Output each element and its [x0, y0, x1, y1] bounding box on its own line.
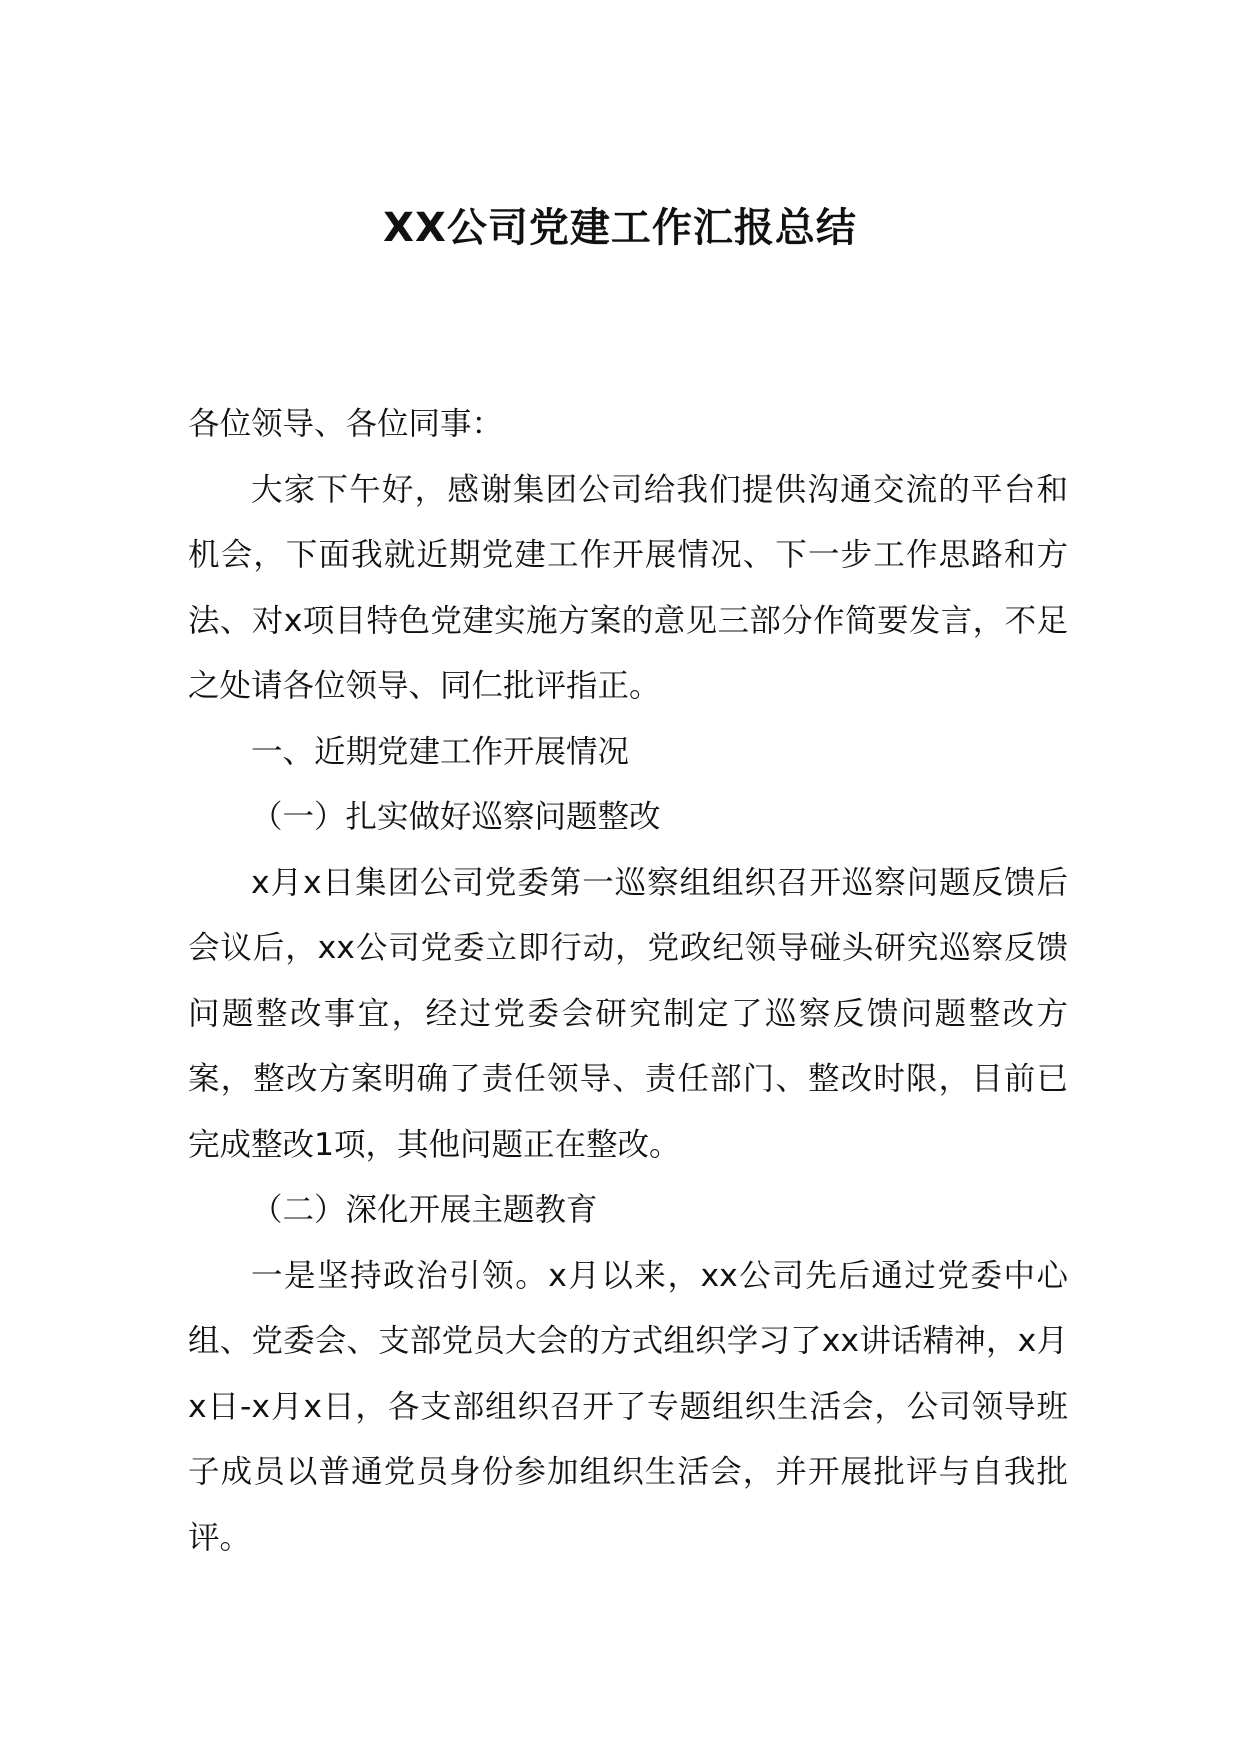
salutation: 各位领导、各位同事： [188, 406, 504, 442]
section-heading-1: 一、近期党建工作开展情况 [251, 733, 630, 770]
subsection-heading-2: （二）深化开展主题教育 [251, 1192, 598, 1228]
document-body [188, 392, 1068, 1571]
inspection-rectification-paragraph: x月x日集团公司党委第一巡察组组织召开巡察问题反馈后会议后，xx公司党委立即行动，党政纪领导碰头研究巡察反馈问题整改事宜，经过党委会研究制定了巡察反馈问题整改方案，整改方案明确了责任领导、责任部门、整改时限，目前已完成整改1项，其他问题正在整改。 [188, 864, 1068, 1163]
opening-paragraph: 大家下午好，感谢集团公司给我们提供沟通交流的平台和机会，下面我就近期党建工作开展情况、下一步工作思路和方法、对x项目特色党建实施方案的意见三部分作简要发言，不足之处请各位领导、同仁批评指正。 [188, 471, 1068, 704]
subsection-heading-1: （一）扎实做好巡察问题整改 [251, 799, 661, 835]
political-guidance-paragraph: 一是坚持政治引领。x月以来，xx公司先后通过党委中心组、党委会、支部党员大会的方式组织学习了xx讲话精神，x月x日-x月x日，各支部组织召开了专题组织生活会，公司领导班子成员以普通党员身份参加组织生活会，并开展批评与自我批评。 [188, 1257, 1068, 1556]
document-title: XX公司党建工作汇报总结 [383, 205, 857, 251]
